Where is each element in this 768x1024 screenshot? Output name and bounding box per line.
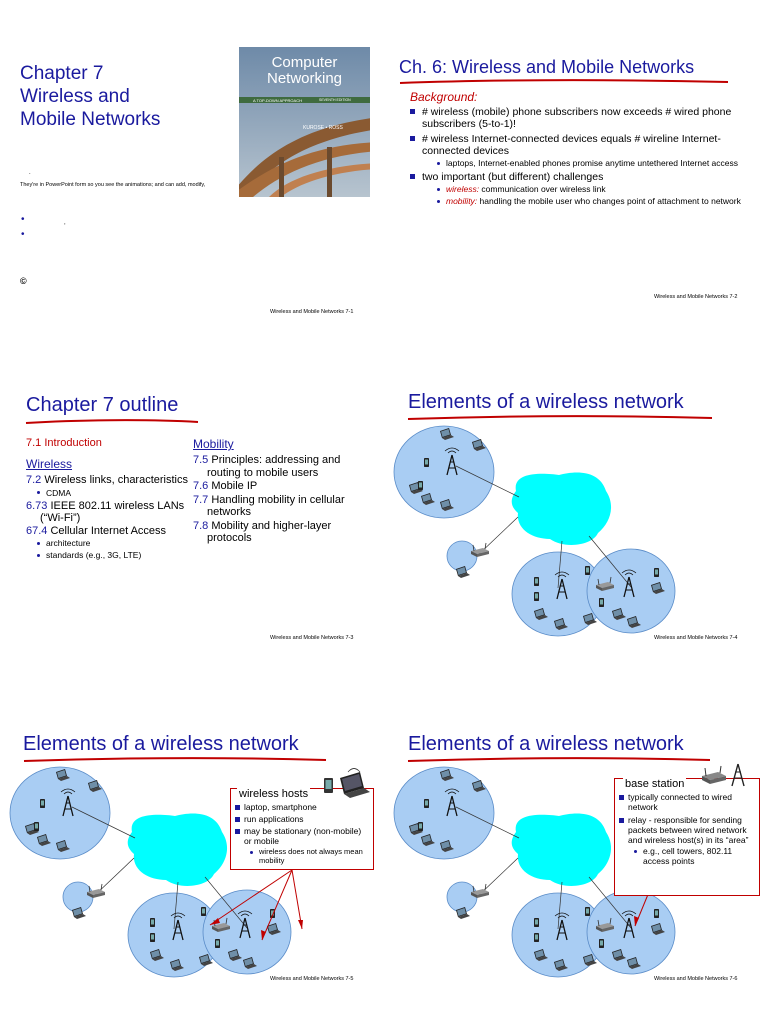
callout-bullet-text: typically connected to wired network: [628, 792, 732, 812]
slide-7-6: [384, 682, 768, 1023]
chapter-title-line-1: Chapter 7: [20, 63, 104, 84]
callout-bullet-text: laptop, smartphone: [244, 802, 317, 812]
callout-title: wireless hosts: [239, 788, 309, 800]
slide-7-5: [0, 682, 384, 1023]
outline-text: IEEE 802.11 wireless LANs (“Wi-Fi”): [40, 499, 185, 524]
outline-6-73: [26, 500, 191, 525]
phone-icon: [654, 568, 659, 577]
slide-7-3: [0, 341, 384, 682]
dot-line: .: [29, 170, 31, 176]
challenge-label-wireless: wireless:: [446, 184, 480, 194]
outline-text: Mobility and higher-layer protocols: [207, 519, 332, 544]
slide-7-1: [0, 0, 384, 341]
sub-bullet-text: laptops, Internet-enabled phones promise anytime untethered Internet access: [446, 158, 739, 168]
callout-bullet: [233, 814, 371, 824]
book-subtitle: A TOP-DOWN APPROACH: [253, 98, 302, 103]
callout-bullet: [617, 792, 757, 812]
wireless-network-diagram: [384, 341, 768, 682]
callout-sub-bullet: [247, 847, 371, 865]
bullet-mark-1: •: [21, 214, 25, 225]
outline-text: Wireless links, characteristics: [41, 474, 188, 486]
outline-num: 7.2: [26, 474, 42, 486]
outline-num: 67.4: [26, 524, 48, 537]
bullet-devices: [408, 133, 748, 168]
slide-footer: Wireless and Mobile Networks 7-6: [654, 976, 738, 982]
callout-sub-text: wireless does not always mean mobility: [259, 847, 363, 865]
bullet-mark-2: •: [21, 229, 25, 240]
slide-title: Ch. 6: Wireless and Mobile Networks: [399, 57, 695, 77]
note-text: They're in PowerPoint form so you see the animations; and can add, modify,: [20, 182, 206, 188]
outline-7-6: [193, 480, 363, 493]
book-authors: KUROSE • ROSS: [303, 125, 343, 131]
network-elements: [394, 426, 675, 636]
challenge-label-mobility: mobility:: [446, 196, 478, 206]
phone-icon: [418, 481, 423, 490]
sub-bullet-laptops: [434, 158, 748, 168]
outline-text: Cellular Internet Access: [47, 524, 167, 537]
callout-sub-text: e.g., cell towers, 802.11 access points: [643, 846, 733, 866]
wireless-hosts-icon: [322, 768, 372, 800]
base-station-icon: [700, 762, 748, 788]
callout-sub-bullet: [631, 846, 757, 866]
callout-bullet-text: may be stationary (non-mobile) or mobile: [244, 826, 362, 846]
slide-7-4: [384, 341, 768, 682]
phone-icon: [534, 577, 539, 586]
wired-network-cloud: [512, 472, 611, 544]
callout-title: base station: [625, 778, 685, 790]
chapter-title: [20, 62, 160, 131]
sub-bullet-wireless: [434, 184, 748, 194]
callout-list: [617, 792, 757, 868]
bullet-text: two important (but different) challenges: [422, 171, 604, 183]
background-label: Background:: [410, 90, 478, 104]
book-title-line-1: Computer: [271, 54, 338, 71]
outline-num: 7.6: [193, 480, 209, 492]
book-title-line-2: Networking: [266, 70, 343, 87]
callout-bullet: [233, 802, 371, 812]
slide-title: Elements of a wireless network: [23, 733, 299, 755]
wireless-cell-small: [447, 541, 477, 571]
slide-title: Elements of a wireless network: [408, 733, 684, 755]
outline-67-4: [26, 525, 191, 538]
outline-text: Principles: addressing and routing to mobile users: [207, 454, 341, 479]
wireless-hosts-callout: [230, 788, 374, 870]
outline-num: 7.8: [193, 519, 209, 532]
phone-icon: [599, 598, 604, 607]
outline-sub-architecture: [34, 538, 191, 548]
book-cover: [239, 47, 370, 197]
title-underline: [24, 418, 200, 426]
callout-bullet: [233, 826, 371, 846]
slide-7-2: [384, 0, 768, 341]
bullet-text: # wireless (mobile) phone subscribers now exceeds # wired phone subscribers (5-to-1)!: [422, 106, 732, 130]
slide-footer: Wireless and Mobile Networks 7-5: [270, 976, 354, 982]
chapter-title-line-3: Mobile Networks: [20, 109, 161, 130]
sub-bullet-text: architecture: [46, 538, 91, 548]
wireless-outline: [26, 474, 191, 562]
outline-num: 7.7: [193, 493, 209, 506]
intro-item: 7.1 Introduction: [26, 437, 102, 449]
title-underline: [398, 78, 730, 86]
bullet-text: # wireless Internet-connected devices equals # wireline Internet-connected devices: [422, 133, 721, 157]
chapter-title-line-2: Wireless and: [20, 86, 130, 107]
background-list: [408, 106, 748, 209]
callout-list: [233, 802, 371, 867]
challenge-text-mobility: handling the mobile user who changes point of attachment to network: [477, 196, 741, 206]
mobility-outline: [193, 454, 363, 545]
sub-bullet-text: standards (e.g., 3G, LTE): [46, 550, 142, 560]
callout-bullet-text: relay - responsible for sending packets between wired network and wireless host(s) in its “area”: [628, 815, 749, 845]
mobility-heading: Mobility: [193, 437, 234, 451]
sub-bullet-mobility: [434, 196, 748, 206]
challenge-text-wireless: communication over wireless link: [479, 184, 606, 194]
bullet-subscribers: [408, 106, 748, 130]
slide-footer: Wireless and Mobile Networks 7-4: [654, 635, 738, 641]
outline-sub-cdma: [34, 488, 191, 498]
outline-7-2: [26, 474, 191, 487]
phone-icon: [534, 592, 539, 601]
base-station-callout: [614, 778, 760, 896]
access-point-icon: [471, 543, 489, 557]
wireless-heading: Wireless: [26, 457, 73, 471]
callout-bullet-text: run applications: [244, 814, 304, 824]
callout-bullet: [617, 815, 757, 845]
outline-7-8: [193, 520, 363, 545]
phone-icon: [424, 458, 429, 467]
sub-bullet-text: CDMA: [46, 487, 72, 498]
book-edition: SEVENTH EDITION: [319, 98, 351, 102]
slide-title: Chapter 7 outline: [26, 394, 179, 416]
outline-sub-standards: [34, 550, 191, 560]
slide-footer: Wireless and Mobile Networks 7-1: [270, 309, 354, 315]
bullet-challenges: [408, 171, 748, 206]
comma-mark: ,: [64, 220, 66, 226]
outline-num: 7.5: [193, 454, 209, 466]
slide-footer: Wireless and Mobile Networks 7-3: [270, 635, 354, 641]
copyright-mark: ©: [20, 276, 27, 286]
outline-num: 6.73: [26, 499, 48, 512]
outline-7-7: [193, 494, 363, 519]
outline-text: Mobile IP: [208, 480, 258, 492]
phone-icon: [585, 566, 590, 575]
slide-title: Elements of a wireless network: [408, 391, 684, 413]
outline-7-5: [193, 454, 363, 479]
slide-footer: Wireless and Mobile Networks 7-2: [654, 294, 738, 300]
outline-text: Handling mobility in cellular networks: [207, 493, 345, 518]
